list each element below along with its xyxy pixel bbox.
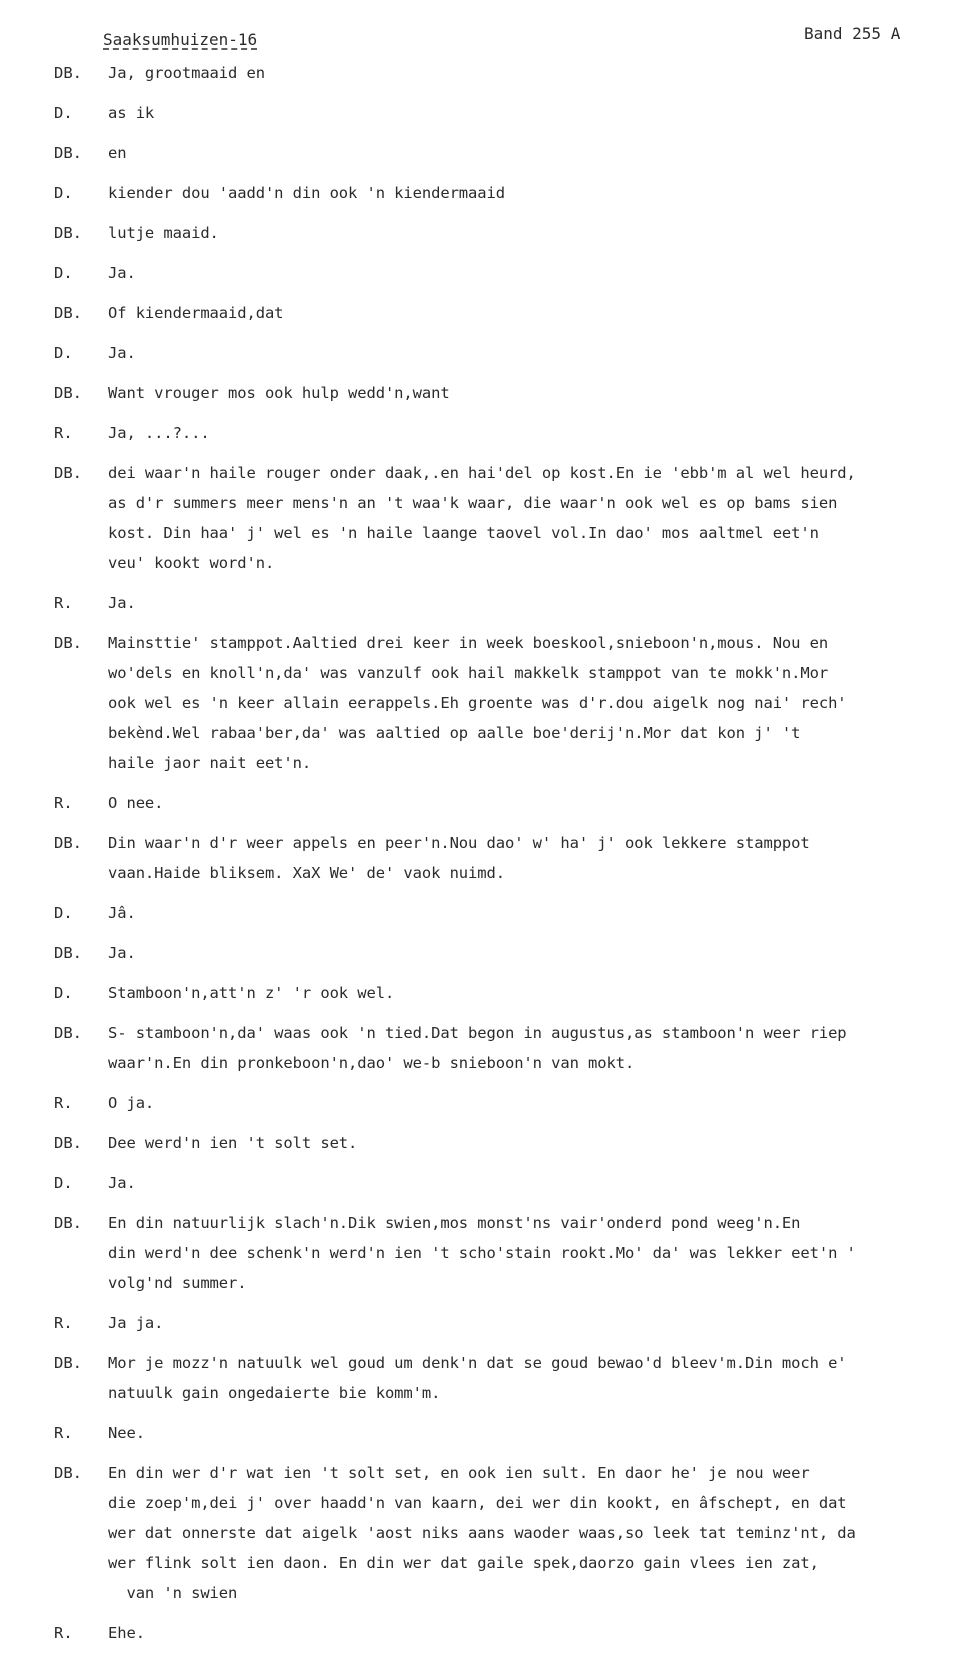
document-title: Saaksumhuizen-16: [103, 30, 258, 49]
speaker-label: DB.: [54, 1464, 82, 1482]
speaker-label: R.: [54, 1094, 73, 1112]
utterance-line: Ja.: [108, 264, 136, 282]
utterance-line: Ja, grootmaaid en: [108, 64, 265, 82]
utterance-line: Ja, ...?...: [108, 424, 210, 442]
utterance-line: ook wel es 'n keer allain eerappels.Eh groente was d'r.dou aigelk nog nai' rech': [108, 694, 847, 712]
utterance: [108, 98, 970, 128]
speaker-label: DB.: [54, 304, 82, 322]
utterance: [108, 788, 970, 818]
utterance-line: lutje maaid.: [108, 224, 219, 242]
dialogue-entry: [0, 1418, 973, 1448]
dialogue-entry: [0, 898, 973, 928]
utterance-line: kost. Din haa' j' wel es 'n haile laange taovel vol.In dao' mos aaltmel eet'n: [108, 524, 819, 542]
dialogue-entry: [0, 298, 973, 328]
utterance-line: O nee.: [108, 794, 164, 812]
utterance-line: din werd'n dee schenk'n werd'n ien 't scho'stain rookt.Mo' da' was lekker eet'n ': [108, 1244, 856, 1262]
utterance-line: Of kiendermaaid,dat: [108, 304, 284, 322]
speaker-label: DB.: [54, 834, 82, 852]
dialogue-entry: [0, 978, 973, 1008]
utterance-line: Ja ja.: [108, 1314, 164, 1332]
utterance: [108, 378, 970, 408]
dialogue-entry: [0, 178, 973, 208]
dialogue-entry: [0, 418, 973, 448]
dialogue-entry: [0, 258, 973, 288]
utterance: [108, 218, 970, 248]
dialogue-entry: [0, 628, 973, 778]
utterance-line: wer dat onnerste dat aigelk 'aost niks aans waoder waas,so leek tat teminz'nt, da: [108, 1524, 856, 1542]
speaker-label: D.: [54, 1174, 73, 1192]
speaker-label: D.: [54, 264, 73, 282]
utterance: [108, 1308, 970, 1338]
utterance-line: Mainsttie' stamppot.Aaltied drei keer in week boeskool,snieboon'n,mous. Nou en: [108, 634, 829, 652]
utterance: [108, 1168, 970, 1198]
dialogue-entry: [0, 138, 973, 168]
utterance-line: die zoep'm,dei j' over haadd'n van kaarn, dei wer din kookt, en âfschept, en dat: [108, 1494, 847, 1512]
utterance-line: Ehe.: [108, 1624, 145, 1642]
utterance-line: Din waar'n d'r weer appels en peer'n.Nou dao' w' ha' j' ook lekkere stamppot: [108, 834, 810, 852]
utterance-line: en: [108, 144, 127, 162]
speaker-label: R.: [54, 794, 73, 812]
dialogue-entry: [0, 938, 973, 968]
dialogue-entry: [0, 1128, 973, 1158]
utterance: [108, 138, 970, 168]
utterance-line: bekènd.Wel rabaa'ber,da' was aaltied op aalle boe'derij'n.Mor dat kon j' 't: [108, 724, 801, 742]
dialogue-entry: [0, 458, 973, 578]
utterance-line: Ja.: [108, 944, 136, 962]
speaker-label: D.: [54, 344, 73, 362]
band-label: Band 255 A: [804, 24, 901, 43]
transcript-body: [0, 58, 973, 1658]
speaker-label: DB.: [54, 944, 82, 962]
utterance-line: En din wer d'r wat ien 't solt set, en ook ien sult. En daor he' je nou weer: [108, 1464, 810, 1482]
utterance: [108, 1018, 970, 1078]
utterance-line: volg'nd summer.: [108, 1274, 247, 1292]
utterance: [108, 58, 970, 88]
utterance: [108, 1088, 970, 1118]
speaker-label: D.: [54, 984, 73, 1002]
utterance: [108, 1128, 970, 1158]
dialogue-entry: [0, 828, 973, 888]
dialogue-entry: [0, 98, 973, 128]
utterance: [108, 898, 970, 928]
speaker-label: DB.: [54, 464, 82, 482]
dialogue-entry: [0, 1088, 973, 1118]
utterance-line: haile jaor nait eet'n.: [108, 754, 312, 772]
utterance-line: dei waar'n haile rouger onder daak,.en hai'del op kost.En ie 'ebb'm al wel heurd,: [108, 464, 856, 482]
utterance-line: Mor je mozz'n natuulk wel goud um denk'n dat se goud bewao'd bleev'm.Din moch e': [108, 1354, 847, 1372]
dialogue-entry: [0, 788, 973, 818]
utterance: [108, 338, 970, 368]
utterance: [108, 938, 970, 968]
utterance-line: veu' kookt word'n.: [108, 554, 275, 572]
utterance: [108, 1208, 970, 1298]
utterance-line: S- stamboon'n,da' waas ook 'n tied.Dat begon in augustus,as stamboon'n weer riep: [108, 1024, 847, 1042]
utterance-line: Ja.: [108, 1174, 136, 1192]
speaker-label: R.: [54, 594, 73, 612]
utterance-line: Want vrouger mos ook hulp wedd'n,want: [108, 384, 450, 402]
speaker-label: DB.: [54, 64, 82, 82]
utterance: [108, 978, 970, 1008]
utterance-line: Ja.: [108, 594, 136, 612]
utterance: [108, 588, 970, 618]
dialogue-entry: [0, 218, 973, 248]
dialogue-entry: [0, 1458, 973, 1608]
utterance-line: En din natuurlijk slach'n.Dik swien,mos monst'ns vair'onderd pond weeg'n.En: [108, 1214, 801, 1232]
dialogue-entry: [0, 1018, 973, 1078]
dialogue-entry: [0, 378, 973, 408]
speaker-label: DB.: [54, 1354, 82, 1372]
utterance: [108, 628, 970, 778]
utterance-line: Stamboon'n,att'n z' 'r ook wel.: [108, 984, 395, 1002]
utterance-line: Jâ.: [108, 904, 136, 922]
speaker-label: R.: [54, 1624, 73, 1642]
utterance: [108, 828, 970, 888]
utterance-line: Ja.: [108, 344, 136, 362]
utterance-line: vaan.Haide bliksem. XaX We' de' vaok nuimd.: [108, 864, 505, 882]
speaker-label: D.: [54, 104, 73, 122]
speaker-label: R.: [54, 1314, 73, 1332]
utterance-line: waar'n.En din pronkeboon'n,dao' we-b snieboon'n van mokt.: [108, 1054, 635, 1072]
utterance-line: wer flink solt ien daon. En din wer dat gaile spek,daorzo gain vlees ien zat,: [108, 1554, 819, 1572]
utterance: [108, 1458, 970, 1608]
speaker-label: DB.: [54, 384, 82, 402]
speaker-label: DB.: [54, 634, 82, 652]
utterance-line: natuulk gain ongedaierte bie komm'm.: [108, 1384, 441, 1402]
dialogue-entry: [0, 58, 973, 88]
utterance-line: as ik: [108, 104, 155, 122]
utterance-line: wo'dels en knoll'n,da' was vanzulf ook hail makkelk stamppot van te mokk'n.Mor: [108, 664, 829, 682]
speaker-label: DB.: [54, 1134, 82, 1152]
dialogue-entry: [0, 588, 973, 618]
dialogue-entry: [0, 1168, 973, 1198]
utterance: [108, 418, 970, 448]
speaker-label: DB.: [54, 224, 82, 242]
utterance-line: Nee.: [108, 1424, 145, 1442]
utterance-line: kiender dou 'aadd'n din ook 'n kiendermaaid: [108, 184, 505, 202]
speaker-label: R.: [54, 424, 73, 442]
speaker-label: DB.: [54, 1024, 82, 1042]
speaker-label: D.: [54, 904, 73, 922]
utterance-line: O ja.: [108, 1094, 155, 1112]
utterance-line: van 'n swien: [108, 1584, 238, 1602]
dialogue-entry: [0, 1308, 973, 1338]
speaker-label: DB.: [54, 144, 82, 162]
utterance: [108, 458, 970, 578]
utterance: [108, 1348, 970, 1408]
utterance: [108, 1418, 970, 1448]
utterance-line: as d'r summers meer mens'n an 't waa'k waar, die waar'n ook wel es op bams sien: [108, 494, 838, 512]
speaker-label: DB.: [54, 1214, 82, 1232]
utterance: [108, 1618, 970, 1648]
dialogue-entry: [0, 338, 973, 368]
dialogue-entry: [0, 1208, 973, 1298]
speaker-label: R.: [54, 1424, 73, 1442]
utterance: [108, 258, 970, 288]
utterance: [108, 298, 970, 328]
dialogue-entry: [0, 1618, 973, 1648]
dialogue-entry: [0, 1348, 973, 1408]
utterance: [108, 178, 970, 208]
utterance-line: Dee werd'n ien 't solt set.: [108, 1134, 358, 1152]
speaker-label: D.: [54, 184, 73, 202]
